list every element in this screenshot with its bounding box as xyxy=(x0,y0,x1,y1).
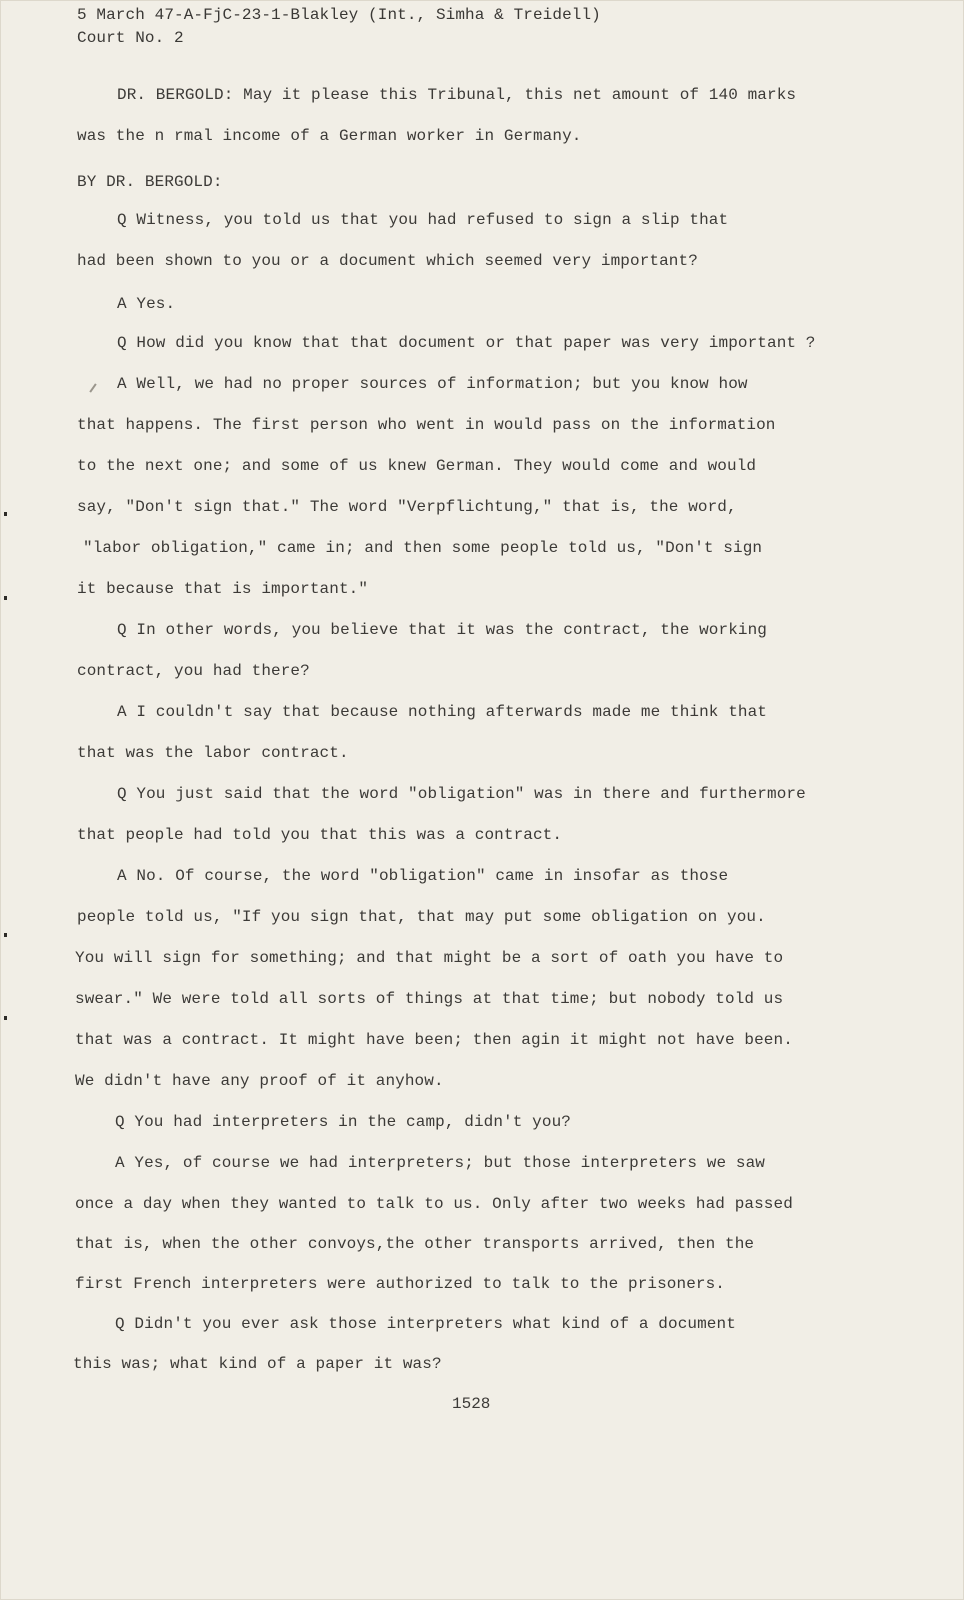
text-line: DR. BERGOLD: May it please this Tribunal, this net amount of 140 marks xyxy=(117,86,797,104)
text-line: Q You just said that the word "obligation" was in there and furthermore xyxy=(117,785,806,803)
text-line: that was the labor contract. xyxy=(77,744,349,762)
punch-mark xyxy=(4,1016,7,1020)
text-line: "labor obligation," came in; and then some people told us, "Don't sign xyxy=(83,539,763,557)
text-line: people told us, "If you sign that, that may put some obligation on you. xyxy=(77,908,766,926)
text-line: that happens. The first person who went in would pass on the information xyxy=(77,416,776,434)
punch-mark xyxy=(4,512,7,516)
text-line: A Well, we had no proper sources of information; but you know how xyxy=(117,375,748,393)
text-line: first French interpreters were authorized to talk to the prisoners. xyxy=(75,1275,726,1293)
text-line: it because that is important." xyxy=(77,580,369,598)
header-court-line: Court No. 2 xyxy=(77,29,184,47)
text-line: that is, when the other convoys,the other transports arrived, then the xyxy=(75,1235,755,1253)
text-line: had been shown to you or a document which seemed very important? xyxy=(77,252,698,270)
text-line: to the next one; and some of us knew German. They would come and would xyxy=(77,457,757,475)
text-line: that people had told you that this was a contract. xyxy=(77,826,563,844)
text-line: A Yes, of course we had interpreters; but those interpreters we saw xyxy=(115,1154,766,1172)
header-case-line: 5 March 47-A-FjC-23-1-Blakley (Int., Simha & Treidell) xyxy=(77,6,601,24)
punch-mark xyxy=(4,933,7,937)
text-line: We didn't have any proof of it anyhow. xyxy=(75,1072,444,1090)
text-line: Q You had interpreters in the camp, didn't you? xyxy=(115,1113,571,1131)
text-line: was the n rmal income of a German worker in Germany. xyxy=(77,127,582,145)
text-line: contract, you had there? xyxy=(77,662,310,680)
text-line: You will sign for something; and that might be a sort of oath you have to xyxy=(75,949,784,967)
text-line: A No. Of course, the word "obligation" came in insofar as those xyxy=(117,867,729,885)
text-line: swear." We were told all sorts of things at that time; but nobody told us xyxy=(75,990,784,1008)
text-line: A I couldn't say that because nothing afterwards made me think that xyxy=(117,703,768,721)
text-line: Q Witness, you told us that you had refused to sign a slip that xyxy=(117,211,729,229)
page-number: 1528 xyxy=(452,1395,491,1413)
pencil-mark xyxy=(89,383,96,392)
text-line: that was a contract. It might have been; then agin it might not have been. xyxy=(75,1031,793,1049)
text-line: say, "Don't sign that." The word "Verpflichtung," that is, the word, xyxy=(77,498,737,516)
text-line: Q How did you know that that document or that paper was very important ? xyxy=(117,334,816,352)
text-line: once a day when they wanted to talk to us. Only after two weeks had passed xyxy=(75,1195,793,1213)
text-line: Q Didn't you ever ask those interpreters what kind of a document xyxy=(115,1315,736,1333)
punch-mark xyxy=(4,596,7,600)
text-line: A Yes. xyxy=(117,295,176,313)
text-line: BY DR. BERGOLD: xyxy=(77,173,223,191)
text-line: this was; what kind of a paper it was? xyxy=(73,1355,442,1373)
text-line: Q In other words, you believe that it was the contract, the working xyxy=(117,621,768,639)
